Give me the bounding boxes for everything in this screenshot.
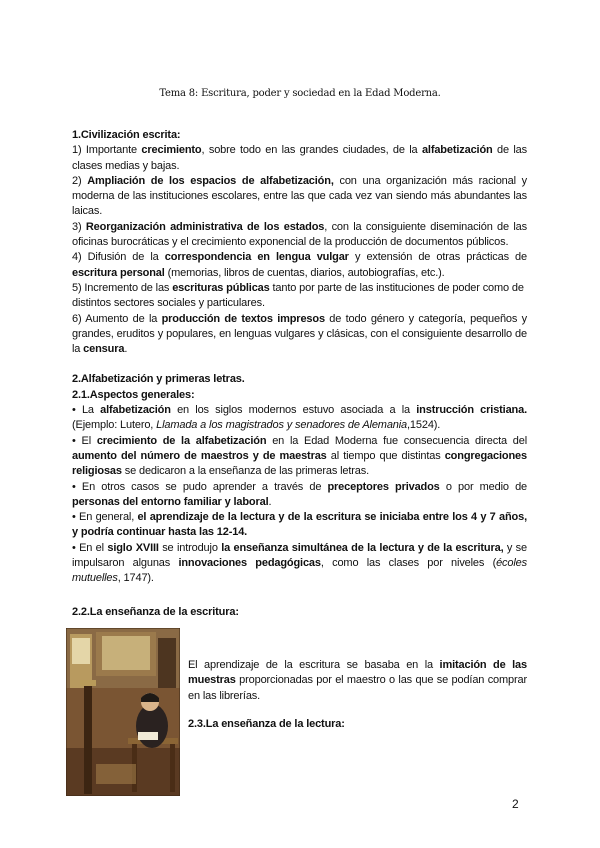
main-text bbox=[72, 128, 527, 620]
schoolroom-painting bbox=[66, 628, 180, 796]
section1-item-3: 3) Reorganización administrativa de los estados, con la consiguiente diseminación de las oficinas burocráticas y el crecimiento exponencial de la producción de documentos públicos. bbox=[72, 220, 528, 249]
figure-row bbox=[66, 628, 527, 796]
section2-1-subheading: 2.1.Aspectos generales: bbox=[72, 388, 195, 401]
page-header-title: Tema 8: Escritura, poder y sociedad en la Edad Moderna. bbox=[159, 88, 441, 99]
writing-teaching-paragraph: El aprendizaje de la escritura se basaba en la imitación de las muestras proporcionadas por el maestro o las que se podían comprar en las librerías. bbox=[188, 659, 527, 702]
bullet-2: • El crecimiento de la alfabetización en la Edad Moderna fue consecuencia directa del aumento del número de maestros y de maestras al tiempo que distintas congregaciones religiosas se dedicaron a la enseñanza de las primeras letras. bbox=[72, 434, 528, 478]
section1-item-5: 5) Incremento de las escrituras públicas tanto por parte de las instituciones de poder como de distintos sectores sociales y particulares. bbox=[72, 281, 524, 310]
bullet-1: • La alfabetización en los siglos modernos estuvo asociada a la instrucción cristiana. (Ejemplo: Lutero, Llamada a los magistrados y senadores de Alemania,1524). bbox=[72, 404, 527, 432]
section1-item-1: 1) Importante crecimiento, sobre todo en las grandes ciudades, de la alfabetización de las clases medias y bajas. bbox=[72, 144, 527, 172]
bullet-3: • En otros casos se pudo aprender a través de preceptores privados o por medio de personas del entorno familiar y laboral. bbox=[72, 480, 528, 508]
section1-item-4: 4) Difusión de la correspondencia en lengua vulgar y extensión de otras prácticas de escritura personal (memorias, libros de cuentas, diarios, autobiografías, etc.). bbox=[72, 251, 527, 279]
section2-2-subheading: 2.2.La enseñanza de la escritura: bbox=[72, 605, 239, 618]
bullet-4: • En general, el aprendizaje de la lectura y de la escritura se iniciaba entre los 4 y 7 años, y podría continuar hasta las 12-14. bbox=[72, 511, 527, 539]
section1-heading: 1.Civilización escrita: bbox=[72, 129, 181, 141]
section1-item-6: 6) Aumento de la producción de textos impresos de todo género y categoría, pequeños y grandes, eruditos y populares, en lenguas vulgares y clásicas, con el consiguiente desarrollo de la censura. bbox=[72, 312, 527, 356]
section2-heading: 2.Alfabetización y primeras letras. bbox=[72, 373, 245, 386]
page-number: 2 bbox=[512, 797, 519, 811]
section2-3-subheading: 2.3.La enseñanza de la lectura: bbox=[188, 717, 345, 730]
figure-caption-text bbox=[188, 658, 527, 732]
bullet-5: • En el siglo XVIII se introdujo la enseñanza simultánea de la lectura y de la escritura, y se impulsaron algunas innovaciones pedagógicas, como las clases por niveles (écoles mutuelles, 1747). bbox=[72, 541, 527, 585]
section1-item-2: 2) Ampliación de los espacios de alfabetización, con una organización más racional y moderna de las instituciones escolares, entre las que cada vez van siendo más abundantes las laicas. bbox=[72, 174, 528, 218]
